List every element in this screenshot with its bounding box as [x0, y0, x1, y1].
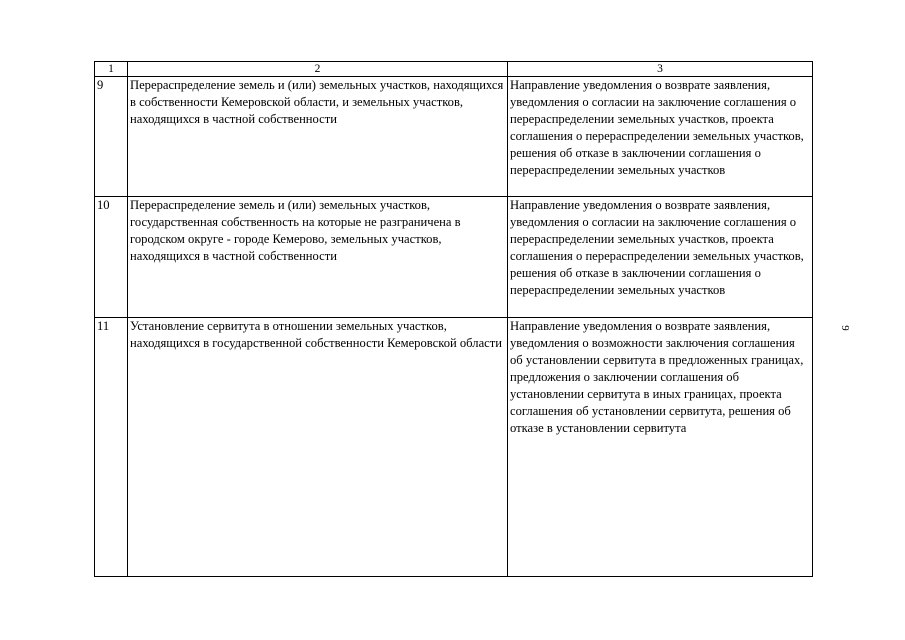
- service-name: Установление сервитута в отношении земельных участков, находящихся в государственной собственности Кемеровской области: [130, 319, 502, 351]
- column-header-service: 2: [128, 62, 508, 77]
- row-number: 9: [95, 77, 128, 197]
- column-header-number: 1: [95, 62, 128, 77]
- table-row: [95, 196, 813, 318]
- page-number: 9: [838, 325, 851, 331]
- service-result-cell: [508, 318, 813, 577]
- service-name-cell: [128, 196, 508, 318]
- service-result: Направление уведомления о возврате заявления, уведомления о согласии на заключение соглашения о перераспределении земельных участков, проекта соглашения о перераспределении земельных участков, решения об отказе в заключении соглашения о перераспределении земельных участков: [510, 197, 804, 297]
- service-result: Направление уведомления о возврате заявления, уведомления о возможности заключения соглашения об установлении сервитута в предложенных границах, предложения о заключении соглашения об установлении сервитута в иных границах, проекта соглашения об установлении сервитута, решения об отказе в установлении сервитута: [510, 319, 804, 436]
- table-row: [95, 318, 813, 577]
- column-header-result: 3: [508, 62, 813, 77]
- row-number: 10: [95, 196, 128, 318]
- service-name: Перераспределение земель и (или) земельных участков, находящихся в собственности Кемеровской области, и земельных участков, находящихся в частной собственности: [130, 78, 504, 126]
- service-name-cell: [128, 77, 508, 197]
- service-result-cell: [508, 196, 813, 318]
- service-result: Направление уведомления о возврате заявления, уведомления о согласии на заключение соглашения о перераспределении земельных участков, проекта соглашения о перераспределении земельных участков, решения об отказе в заключении соглашения о перераспределении земельных участков: [510, 78, 804, 177]
- service-name-cell: [128, 318, 508, 577]
- service-result-cell: [508, 77, 813, 197]
- table-header-row: [95, 62, 813, 77]
- services-table: [94, 61, 813, 577]
- service-name: Перераспределение земель и (или) земельных участков, государственная собственность на которые не разграничена в городском округе - городе Кемерово, земельных участков, находящихся в частной собственности: [130, 197, 461, 263]
- row-number: 11: [95, 318, 128, 577]
- table-row: [95, 77, 813, 197]
